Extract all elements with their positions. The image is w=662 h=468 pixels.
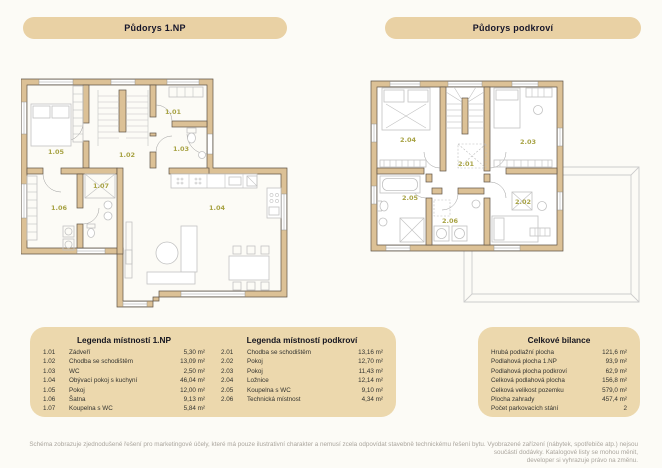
- room-label-206: 2.06: [441, 217, 459, 225]
- legend-cell-area: 12,70 m²: [358, 358, 383, 366]
- legend-cell-num: 2.05: [221, 386, 234, 394]
- legend-cell-name: Koupelna s WC: [69, 405, 113, 413]
- legend-row: [221, 376, 383, 385]
- legend-row: [43, 376, 205, 385]
- kitchen-counter: [171, 174, 281, 218]
- legend-column-1np: [43, 335, 205, 411]
- legend-row: [221, 357, 383, 366]
- bedroom-105-furniture: [31, 86, 83, 146]
- legend-row: [43, 357, 205, 366]
- legend-cell-name: Zádveří: [69, 349, 91, 356]
- legend-row: [43, 386, 205, 395]
- legend-cell-num: 1.04: [43, 377, 56, 385]
- legend-cell-num: 2.02: [221, 358, 234, 366]
- legend-cell-area: 9,10 m²: [361, 386, 383, 394]
- legend-row: [221, 348, 383, 357]
- legend-row: [43, 367, 205, 376]
- legend-cell-num: 2.01: [221, 349, 234, 356]
- legend-title-podkrovi: Legenda místností podkroví: [246, 335, 358, 345]
- legend-rows-1np: [43, 348, 205, 414]
- legend-cell-value: 121,6 m²: [602, 349, 627, 356]
- header-pill-1np-label: Půdorys 1.NP: [124, 23, 186, 33]
- living-room-furniture: [125, 222, 269, 290]
- header-pill-podkrovi-label: Půdorys podkroví: [472, 23, 554, 33]
- legend-cell-area: 46,04 m²: [180, 377, 205, 385]
- room-label-107: 1.07: [92, 182, 110, 190]
- legend-cell-name: Počet parkovacích stání: [491, 405, 559, 413]
- legend-cell-area: 5,30 m²: [183, 349, 205, 356]
- legend-cell-name: Pokoj: [247, 358, 263, 366]
- legend-cell-num: 1.03: [43, 367, 56, 375]
- room-label-101: 1.01: [164, 108, 182, 116]
- legend-cell-area: 2,50 m²: [183, 367, 205, 375]
- room-label-102: 1.02: [118, 151, 136, 159]
- legend-cell-name: Pokoj: [69, 386, 85, 394]
- legend-cell-num: 1.06: [43, 396, 56, 404]
- legend-title-bilance: Celkové bilance: [527, 335, 591, 345]
- legend-rows-bilance: [491, 348, 627, 414]
- legend-row: [221, 395, 383, 404]
- legend-cell-name: Chodba se schodištěm: [247, 349, 312, 356]
- satna-106-furniture: [27, 176, 74, 250]
- legend-cell-name: Podlahová plocha podkroví: [491, 367, 567, 375]
- legend-cell-area: 4,34 m²: [361, 396, 383, 404]
- legend-row: [221, 386, 383, 395]
- legend-cell-value: 2: [623, 405, 627, 413]
- footer-disclaimer-line2: developer si vyhrazuje právo na změnu.: [526, 456, 638, 464]
- legend-cell-area: 12,14 m²: [358, 377, 383, 385]
- legend-cell-area: 11,43 m²: [358, 367, 383, 375]
- legend-cell-name: WC: [69, 367, 80, 375]
- room-label-204: 2.04: [399, 136, 417, 144]
- legend-column-podkrovi: [221, 335, 383, 411]
- legend-row: [491, 367, 627, 376]
- room-label-202: 2.02: [514, 198, 532, 206]
- legend-cell-name: Šatna: [69, 396, 86, 404]
- legend-cell-num: 2.06: [221, 396, 234, 404]
- room-label-105: 1.05: [47, 148, 65, 156]
- wc-103-fixtures: [187, 128, 206, 159]
- legend-cell-name: Obývací pokoj s kuchyní: [69, 377, 138, 385]
- legend-cell-name: Chodba se schodištěm: [69, 358, 134, 366]
- room-label-203: 2.03: [519, 138, 537, 146]
- header-pill-1np: [23, 17, 287, 39]
- entry-101-furniture: [169, 87, 203, 97]
- legend-title-1np: Legenda místností 1.NP: [76, 335, 172, 345]
- legend-cell-value: 579,0 m²: [602, 386, 627, 394]
- legend-row: [491, 376, 627, 385]
- legend-cell-num: 1.07: [43, 405, 56, 413]
- legend-cell-num: 2.04: [221, 377, 234, 385]
- legend-cell-name: Technická místnost: [247, 396, 301, 404]
- legend-row: [491, 386, 627, 395]
- room-label-103: 1.03: [172, 145, 190, 153]
- legend-cell-area: 5,84 m²: [183, 405, 205, 413]
- legend-cell-num: 1.05: [43, 386, 56, 394]
- floor-plan-podkrovi: [366, 76, 650, 308]
- legend-cell-value: 93,9 m²: [605, 358, 627, 366]
- legend-cell-name: Pokoj: [247, 367, 263, 375]
- legend-cell-name: Ložnice: [247, 377, 269, 385]
- legend-cell-name: Podlahová plocha 1.NP: [491, 358, 557, 366]
- room-label-104: 1.04: [208, 204, 226, 212]
- legend-cell-num: 2.03: [221, 367, 234, 375]
- room-label-106: 1.06: [50, 204, 68, 212]
- room-label-205: 2.05: [401, 194, 419, 202]
- legend-cell-name: Celková velikost pozemku: [491, 386, 564, 394]
- legend-box-rooms: [30, 327, 396, 417]
- legend-cell-num: 1.02: [43, 358, 56, 366]
- room-label-201: 2.01: [457, 160, 475, 168]
- footer-disclaimer-line1: Schéma zobrazuje zjednodušené řešení pro marketingové účely, které má pouze ilustrativní charakter a nemusí zcela odpovídat stavebně technickému řešení bytu. Vyobrazené zařízení (nábytek, spotřebiče atp.) nejsou součástí dodávky. Katalogové listy se mohou měnit,: [29, 441, 638, 456]
- legend-row: [491, 404, 627, 413]
- legend-row: [43, 395, 205, 404]
- legend-row: [491, 395, 627, 404]
- legend-row: [43, 348, 205, 357]
- legend-cell-value: 62,9 m²: [605, 367, 627, 375]
- legend-cell-num: 1.01: [43, 349, 56, 356]
- legend-row: [491, 357, 627, 366]
- legend-cell-value: 156,8 m²: [602, 377, 627, 385]
- legend-cell-name: Plocha zahrady: [491, 396, 535, 404]
- legend-box-bilance: [478, 327, 640, 417]
- legend-row: [491, 348, 627, 357]
- legend-cell-area: 9,13 m²: [183, 396, 205, 404]
- legend-cell-name: Koupelna s WC: [247, 386, 291, 394]
- legend-cell-area: 13,09 m²: [180, 358, 205, 366]
- legend-rows-podkrovi: [221, 348, 383, 404]
- legend-cell-name: Hrubá podlažní plocha: [491, 349, 555, 356]
- legend-cell-name: Celková podlahová plocha: [491, 377, 565, 385]
- legend-cell-area: 12,00 m²: [180, 386, 205, 394]
- header-pill-podkrovi: [385, 17, 641, 39]
- footer-disclaimer: [24, 441, 638, 465]
- legend-row: [43, 404, 205, 413]
- legend-cell-area: 13,16 m²: [358, 349, 383, 356]
- legend-cell-value: 457,4 m²: [602, 396, 627, 404]
- legend-row: [221, 367, 383, 376]
- floor-plan-1np: [21, 76, 291, 311]
